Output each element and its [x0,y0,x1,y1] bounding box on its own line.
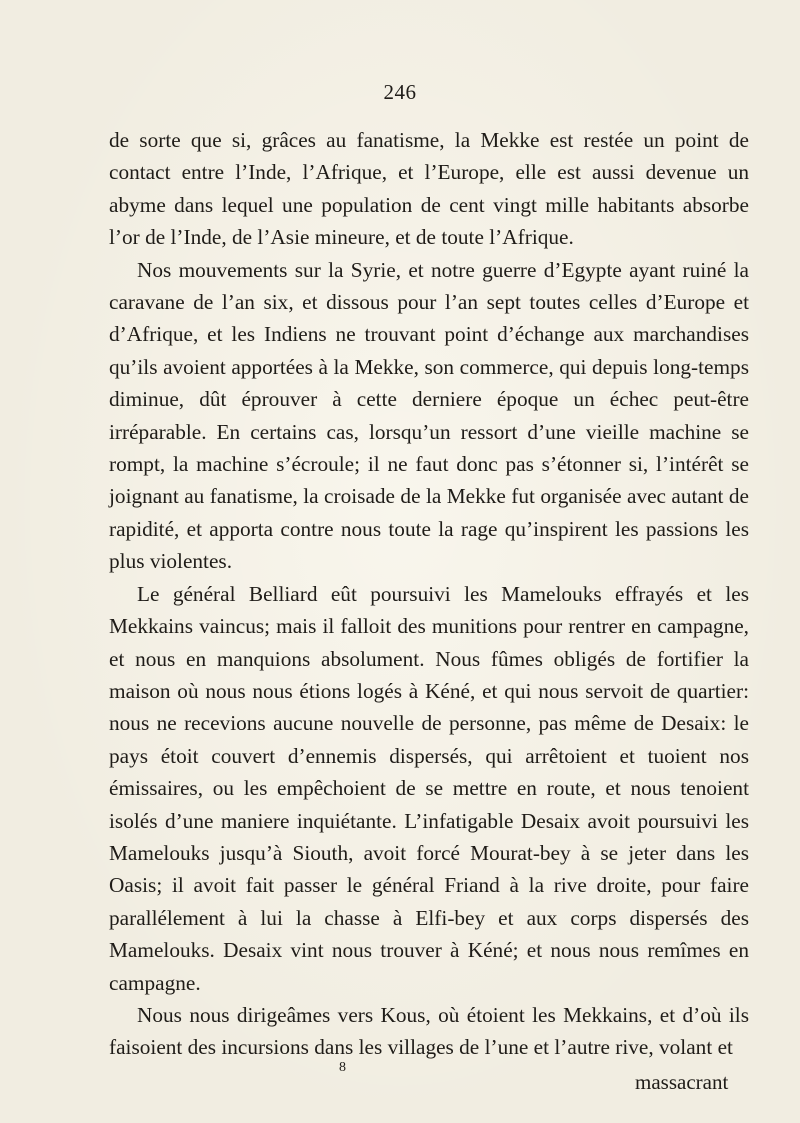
paragraph-4: Nous nous dirigeâmes vers Kous, où étoient les Mekkains, et d’où ils faisoient des incursions dans les villages de l’une et l’autre rive, volant et [109,1002,749,1060]
signature-mark: 8 [339,1060,346,1075]
page-number: 246 [383,80,417,104]
paragraph-1: de sorte que si, grâces au fanatisme, la Mekke est restée un point de contact entre l’Inde, l’Afrique, et l’Europe, elle est aussi devenue un abyme dans lequel une population de cent vingt mille habitants absorbe l’or de l’Inde, de l’Asie mineure, et de toute l’Afrique. [109,128,749,250]
body-text [109,124,749,1064]
paragraph-2: Nos mouvements sur la Syrie, et notre guerre d’Egypte ayant ruiné la caravane de l’an six, et dissous pour l’an sept toutes celles d’Europe et d’Afrique, et les Indiens ne trouvant point d’échange aux marchandises qu’ils avoient apportées à la Mekke, son commerce, qui depuis long-temps diminue, dût éprouver à cette derniere époque un échec peut-être irréparable. En certains cas, lorsqu’un ressort d’une vieille machine se rompt, la machine s’écroule; il ne faut donc pas s’étonner si, l’intérêt se joignant au fanatisme, la croisade de la Mekke fut organisée avec autant de rapidité, et apporta contre nous toute la rage qu’inspirent les passions les plus violentes. [109,257,749,574]
paragraph-3: Le général Belliard eût poursuivi les Mamelouks effrayés et les Mekkains vaincus; mais il falloit des munitions pour rentrer en campagne, et nous en manquions absolument. Nous fûmes obligés de fortifier la maison où nous nous étions logés à Kéné, et qui nous servoit de quartier: nous ne recevions aucune nouvelle de personne, pas même de Desaix: le pays étoit couvert d’ennemis dispersés, qui arrêtoient et tuoient nos émissaires, ou les empêchoient de se mettre en route, et nous tenoient isolés d’une maniere inquiétante. L’infatigable Desaix avoit poursuivi les Mamelouks jusqu’à Siouth, avoit forcé Mourat-bey à se jeter dans les Oasis; il avoit fait passer le général Friand à la rive droite, pour faire parallélement à lui la chasse à Elfi-bey et aux corps dispersés des Mamelouks. Desaix vint nous trouver à Kéné; et nous nous remîmes en campagne. [109,581,749,995]
catchword: massacrant [635,1070,729,1094]
